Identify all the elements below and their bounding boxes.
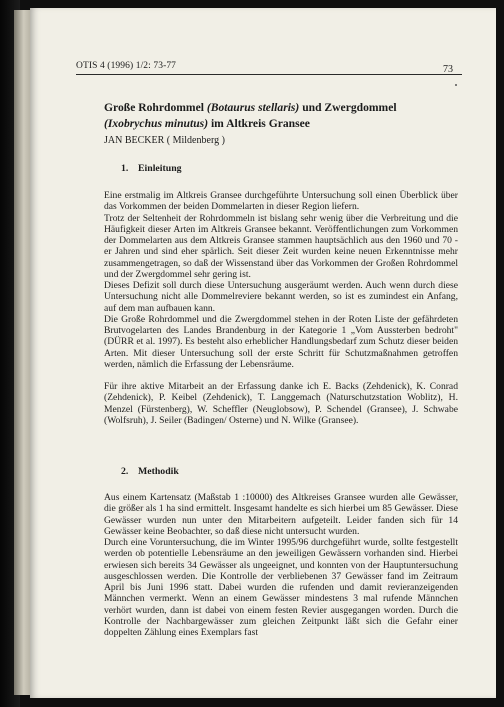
section-heading-einleitung [121,163,182,174]
paragraph: Aus einem Kartensatz (Maßstab 1 :10000) des Altkreises Gransee wurden alle Gewässer, die größer als 1 ha sind ermittelt. Insgesamt handelte es sich hierbei um 85 Gewässer. Diese Gewässer wurden nun unter den Mitarbeitern aufgeteilt. Leider fanden sich für 14 Gewässer keine Beobachter, so daß diese nicht untersucht wurden. [104,492,458,537]
section-title: Einleitung [138,163,182,174]
section-number: 1. [121,163,129,174]
paragraph: Eine erstmalig im Altkreis Gransee durchgeführte Untersuchung soll einen Überblick über das Vorkommen der beiden Dommelarten in dieser Region liefern. [104,190,458,213]
header-rule [76,74,462,75]
paragraph: Dieses Defizit soll durch diese Untersuchung ausgeräumt werden. Auch wenn durch diese Untersuchung nicht alle Dommelreviere bekannt werden, so ist es zumindest ein Anfang, auf dem man aufbauen kann. [104,280,458,314]
title-part-2: und Zwergdommel [299,101,397,114]
title-part-3: im Altkreis Gransee [208,116,310,130]
section-title: Methodik [138,466,179,477]
section-body-einleitung [104,190,458,426]
title-species-1: (Botaurus stellaris) [206,101,300,114]
paragraph: Trotz der Seltenheit der Rohrdommeln ist bislang sehr wenig über die Verbreitung und die Häufigkeit dieser Arten im Altkreis Gransee bekannt. Veröffentlichungen zum Vorkommen der Dommelarten aus dem Altkreis Gransee stammen hauptsächlich aus den 1960 und 70 -er Jahren und sind eher spärlich. Seit dieser Zeit wurden keine neuen Erkenntnisse mehr zusammengetragen, so daß der Wissenstand über das Vorkommen der Großen Rohrdommel und der Zwergdommel sehr gering ist. [104,212,458,280]
paragraph-acknowledgements: Für ihre aktive Mitarbeit an der Erfassung danke ich E. Backs (Zehdenick), K. Conrad (Zehdenick), P. Keibel (Zehdenick), T. Langgemach (Naturschutzstation Woblitz), H. Menzel (Fürstenberg), W. Scheffler (Neuglobsow), P. Schendel (Gransee), J. Schwabe (Wolfsruh), J. Seiler (Badingen/ Osterne) und N. Wilke (Gransee). [104,381,458,426]
paragraph: Durch eine Voruntersuchung, die im Winter 1995/96 durchgeführt wurde, sollte festgestellt werden ob potentielle Lebensräume an den jeweiligen Gewässern vorhanden sind. Hierbei erwiesen sich bereits 34 Gewässer als ungeeignet, und konnten von der Hauptuntersuchung ausgeschlossen werden. Die Kontrolle der verbliebenen 37 Gewässer fand im Zeitraum April bis Juni 1996 statt. Dabei wurden die rufenden und damit revieranzeigenden Männchen vermerkt. Wenn an einem Gewässer mindestens 3 mal rufende Männchen verhört wurden, dann ist dabei von einem festen Revier ausgegangen worden. Durch die Kontrolle der Nachbargewässer zum gleichen Zeitpunkt läßt sich die Gefahr einer doppelten Zählung eines Exemplars fast [104,537,458,638]
print-speck [455,84,457,86]
author-line: JAN BECKER ( Mildenberg ) [104,135,225,146]
previous-page-edge [14,10,30,695]
journal-page [30,8,496,698]
title-part-1: Große Rohrdommel [104,101,207,114]
journal-reference: OTIS 4 (1996) 1/2: 73-77 [76,61,177,71]
paragraph: Die Große Rohrdommel und die Zwergdommel stehen in der Roten Liste der gefährdeten Brutvogelarten des Landes Brandenburg in der Kategorie 1 „Vom Aussterben bedroht" (DÜRR et al. 1997). Es besteht also erheblicher Handlungsbedarf zum Schutz dieser beiden Arten. Mit dieser Untersuchung soll der erste Schritt für Schutzmaßnahmen getroffen werden, nämlich die Erfassung der Lebensräume. [104,313,458,370]
section-body-methodik [104,492,458,638]
title-species-2: (Ixobrychus minutus) [104,116,209,130]
section-number: 2. [121,466,129,477]
page-number: 73 [443,64,453,75]
section-heading-methodik [121,466,179,477]
article-title [104,100,456,131]
